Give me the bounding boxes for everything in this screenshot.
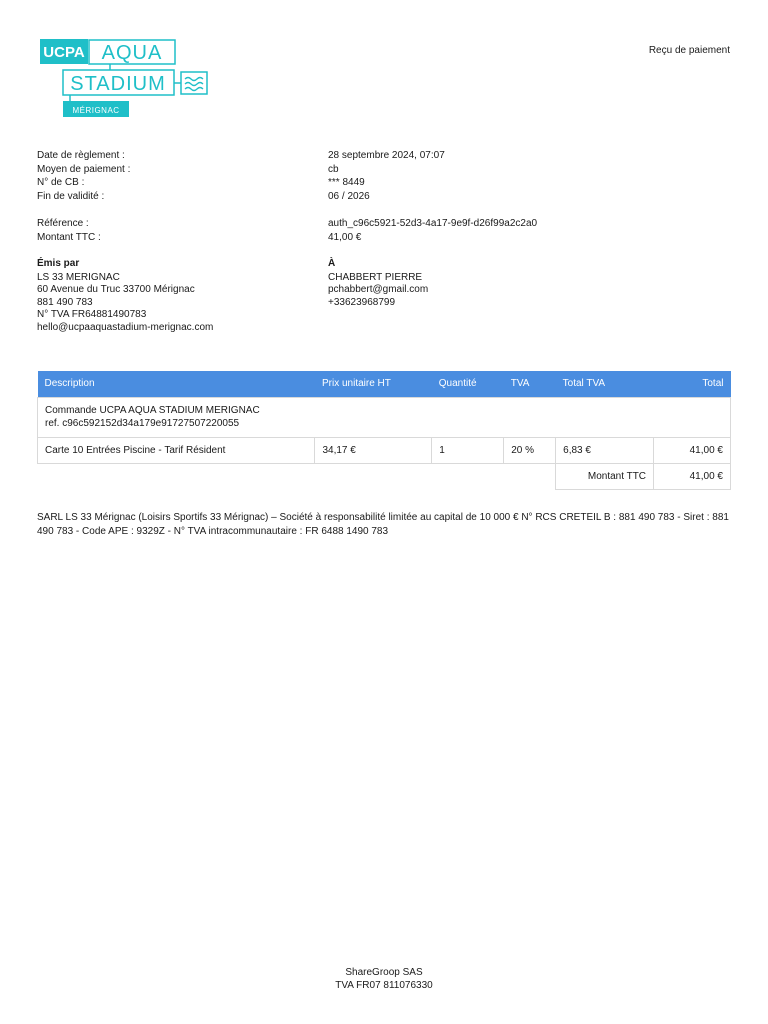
company-logo (40, 38, 210, 118)
amount-row (37, 231, 737, 245)
card-number-value: *** 8449 (328, 177, 365, 188)
issuer-siren: 881 490 783 (37, 296, 93, 308)
payment-date-row (37, 149, 737, 163)
wave-icon (185, 78, 203, 91)
recipient-email: pchabbert@gmail.com (328, 284, 429, 295)
row-quantity: 1 (432, 437, 504, 463)
legal-notice: SARL LS 33 Mérignac (Loisirs Sportifs 33 Mérignac) – Société à responsabilité limitée au capital de 10 000 € N° RCS CRETEIL B : 881 490 783 - Siret : 881 490 783 - Code APE : 9329Z - N° TVA intracommunautaire : FR 6488 1490 783 (37, 512, 729, 537)
row-description: Carte 10 Entrées Piscine - Tarif Résident (38, 437, 315, 463)
document-title: Reçu de paiement (648, 45, 730, 56)
issuer-name: LS 33 MERIGNAC (37, 271, 120, 283)
logo-brand: UCPA (43, 44, 85, 61)
payment-date-label: Date de règlement : (37, 150, 125, 161)
row-vat: 20 % (504, 437, 556, 463)
order-ref: ref. c96c592152d34a179e91727507220055 (45, 418, 240, 429)
reference-row (37, 217, 737, 231)
footer-company: ShareGroop SAS (345, 967, 423, 978)
header-quantity: Quantité (432, 371, 504, 397)
footer (0, 967, 768, 992)
issuer-email: hello@ucpaaquastadium-merignac.com (37, 321, 214, 333)
table-header-row (38, 371, 731, 397)
reference-label: Référence : (37, 218, 89, 229)
card-number-row (37, 176, 737, 190)
items-table (37, 371, 731, 490)
issuer-heading: Émis par (37, 258, 80, 269)
amount-label: Montant TTC : (37, 231, 101, 243)
reference-value: auth_c96c5921-52d3-4a17-9e9f-d26f99a2c2a0 (328, 218, 538, 229)
table-row (38, 437, 731, 463)
row-unit-price: 34,17 € (315, 437, 432, 463)
payment-method-row (37, 163, 737, 177)
issuer-block (37, 258, 328, 334)
header-description: Description (38, 371, 315, 397)
payment-details (37, 149, 737, 203)
card-expiry-row (37, 190, 737, 204)
logo-line1: AQUA (101, 42, 163, 64)
reference-details (37, 217, 737, 244)
card-expiry-value: 06 / 2026 (328, 190, 370, 202)
logo-city: MÉRIGNAC (72, 106, 120, 115)
parties (37, 258, 737, 334)
summary-row (38, 463, 731, 489)
recipient-heading: À (328, 258, 336, 269)
issuer-address: 60 Avenue du Truc 33700 Mérignac (37, 284, 195, 295)
row-vat-total: 6,83 € (556, 437, 654, 463)
summary-value: 41,00 € (654, 463, 731, 489)
card-number-label: N° de CB : (37, 177, 85, 188)
recipient-name: CHABBERT PIERRE (328, 271, 423, 283)
header-total: Total (654, 371, 731, 397)
payment-method-label: Moyen de paiement : (37, 163, 131, 175)
header-unit-price: Prix unitaire HT (315, 371, 432, 397)
header-vat-total: Total TVA (556, 371, 654, 397)
footer-vat: TVA FR07 811076330 (335, 979, 433, 991)
card-expiry-label: Fin de validité : (37, 190, 105, 202)
order-group-cell (38, 397, 731, 437)
payment-method-value: cb (328, 163, 339, 175)
payment-date-value: 28 septembre 2024, 07:07 (328, 150, 445, 161)
header-vat: TVA (504, 371, 556, 397)
order-group-row (38, 397, 731, 437)
recipient-phone: +33623968799 (328, 296, 396, 308)
amount-value: 41,00 € (328, 231, 362, 243)
logo-line2: STADIUM (70, 73, 166, 95)
issuer-vat: N° TVA FR64881490783 (37, 309, 147, 320)
recipient-block (328, 258, 428, 334)
order-title: Commande UCPA AQUA STADIUM MERIGNAC (45, 405, 260, 416)
summary-label: Montant TTC (556, 463, 654, 489)
row-total: 41,00 € (654, 437, 731, 463)
